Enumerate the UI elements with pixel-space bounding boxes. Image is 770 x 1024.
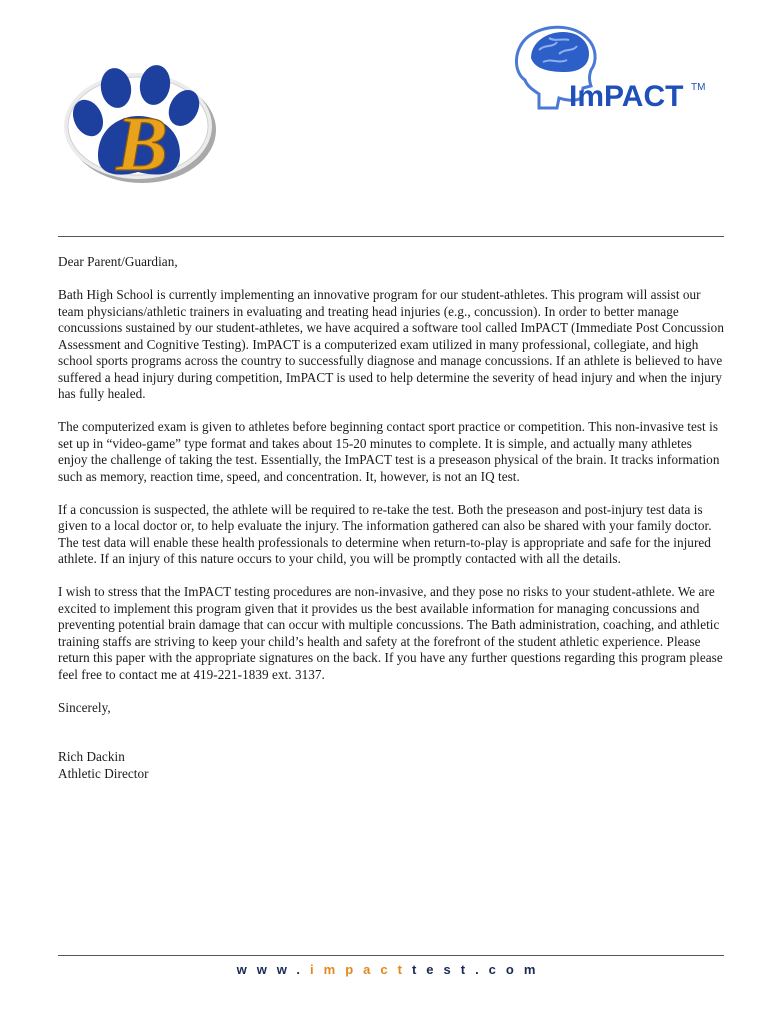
paragraph-concussion: If a concussion is suspected, the athlete will be required to re-take the test. Both the preseason and post-injury test data is given to a local doctor or, to help evaluate the injury. The information gathered can also be shared with your family doctor. The test data will enable these health professionals to determine when return-to-play is appropriate and safe for the injured athlete. If an injury of this nature occurs to your child, you will be promptly contacted with all the details. <box>58 501 712 566</box>
paragraph-closing: I wish to stress that the ImPACT testing procedures are non-invasive, and they pose no risks to your student-athlete. We are excited to implement this program given that it provides us the best available information for managing concussions and preventing potential brain damage that can occur with multiple concussions. The Bath administration, coaching, and athletic training staffs are striving to keep your child’s health and safety at the forefront of the student athletic experience. Please return this paper with the appropriate signatures on the back. If you have any further questions regarding this program please feel free to contact me at 419-221-1839 ext. 3137. <box>58 584 723 682</box>
footer-impact: impact <box>310 962 412 977</box>
impact-trademark: TM <box>691 82 706 93</box>
paragraph-intro: Bath High School is currently implementing an innovative program for our student-athletes. This program will assist our team physicians/athletic trainers in evaluating and treating head injuries (e.g., concussion). In order to better manage concussions sustained by our student-athletes, we have acquired a software tool called ImPACT (Immediate Post Concussion Assessment and Cognitive Testing). ImPACT is a computerized exam utilized in many professional, collegiate, and high school sports programs across the country to successfully diagnose and manage concussions. If an athlete is believed to have suffered a head injury during competition, ImPACT is used to help determine the severity of head injury and when the injury has fully healed. <box>58 287 724 401</box>
impact-brand: ImPACT <box>569 80 684 113</box>
signature-block <box>58 749 724 782</box>
header-divider <box>58 236 724 237</box>
footer-divider <box>58 955 724 956</box>
impact-logo <box>505 20 720 120</box>
signer-title: Athletic Director <box>58 765 149 781</box>
footer-rest: test.com <box>411 962 546 977</box>
paragraph-exam: The computerized exam is given to athletes before beginning contact sport practice or competition. This non-invasive test is set up in “video-game” type format and takes about 15-20 minutes to complete. It is simple, and actually many athletes enjoy the challenge of taking the test. Essentially, the ImPACT test is a preseason physical of the brain. It tracks information such as memory, reaction time, speed, and concentration. It, however, is not an IQ test. <box>58 419 720 484</box>
closing: Sincerely, <box>58 699 111 715</box>
salutation: Dear Parent/Guardian, <box>58 254 178 269</box>
footer-www: www. <box>236 962 311 977</box>
letter-body <box>58 254 724 799</box>
signer-name: Rich Dackin <box>58 749 125 764</box>
bath-logo-letter: B <box>115 100 169 187</box>
footer-website <box>58 962 724 977</box>
bath-paw-logo-icon <box>58 58 218 188</box>
